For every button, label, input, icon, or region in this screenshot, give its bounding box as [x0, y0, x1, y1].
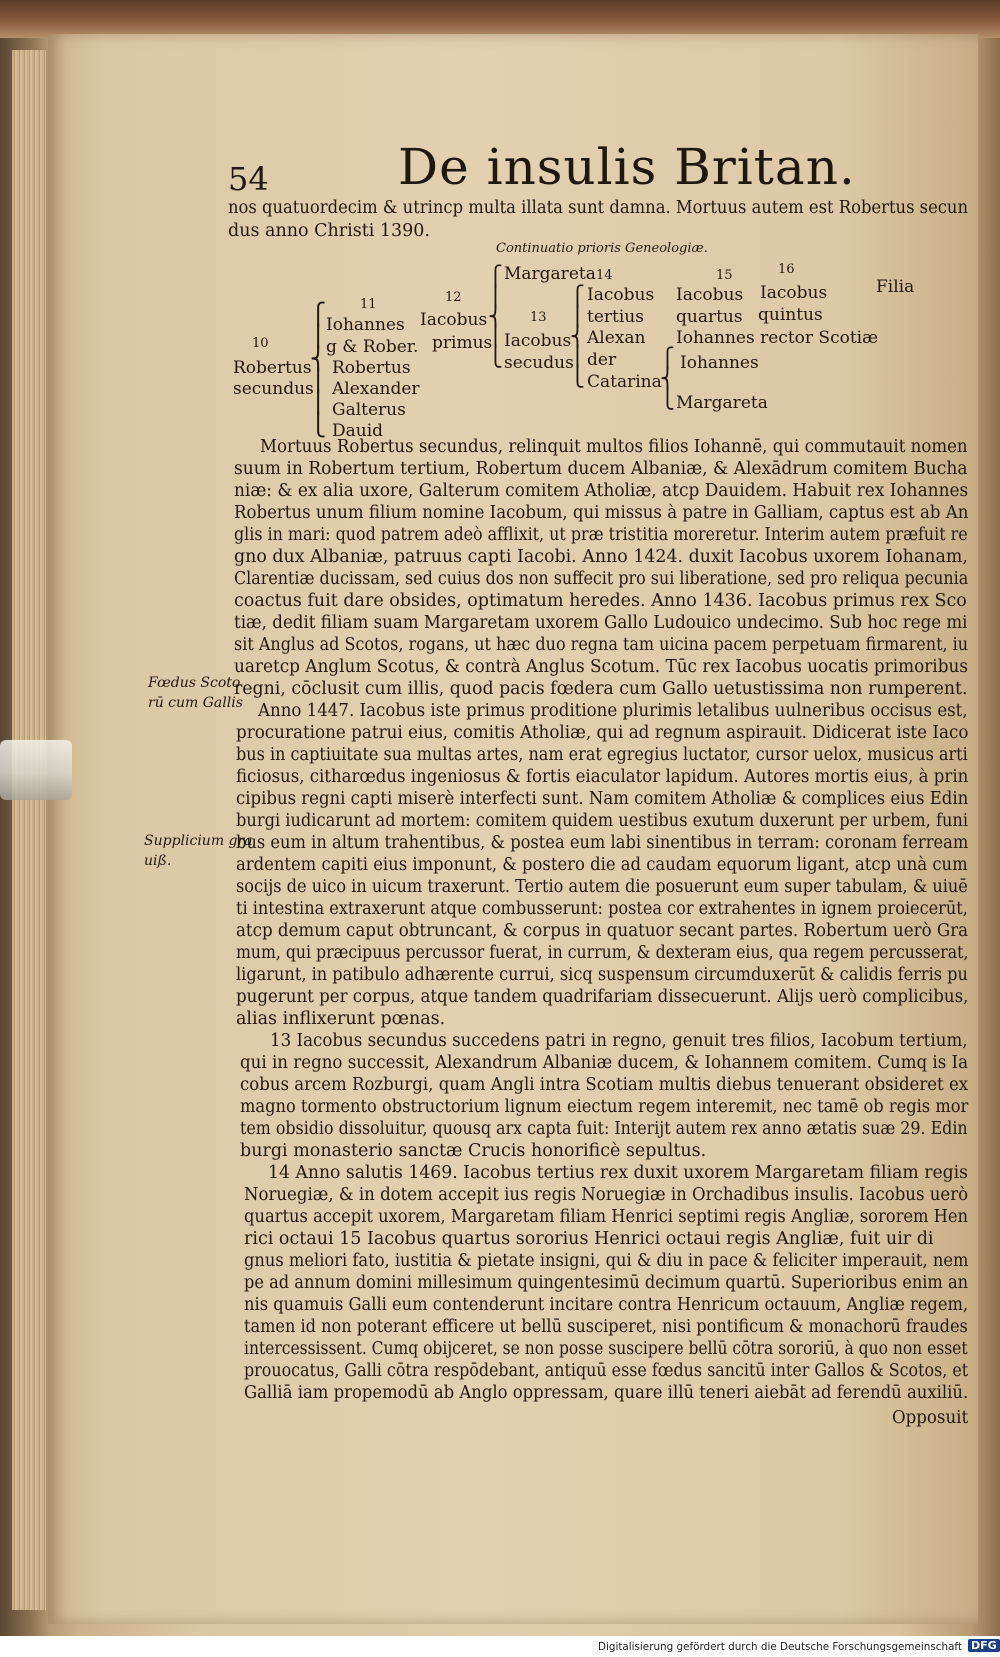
body-line: sit Anglus ad Scotos, rogans, ut hæc duo regna tam uicina pacem perpetuam firmarent, iu: [234, 635, 969, 655]
gen-name: Iohannes: [326, 315, 405, 335]
body-line: nis quamuis Galli eum contenderunt incitare contra Henricum octauum, Angliæ regem,: [244, 1295, 969, 1315]
gen-number: 16: [778, 262, 795, 277]
gen-name: Filia: [876, 277, 915, 297]
body-line: regni, cōclusit cum illis, quod pacis fœdera cum Gallo uetustissima non rumperent.: [234, 679, 968, 699]
gen-name: Iohannes: [680, 353, 759, 373]
genealogy-caption: Continuatio prioris Geneologiæ.: [496, 241, 708, 256]
body-line: uaretcp Anglum Scotus, & contrà Anglus Scotum. Tūc rex Iacobus uocatis primoribus: [234, 657, 968, 677]
gen-name: primus: [432, 333, 493, 353]
gen-name: Iacobus: [676, 285, 744, 305]
gen-number: 15: [716, 268, 733, 283]
gen-name: Margareta: [504, 264, 596, 284]
book-clip: [0, 740, 72, 800]
gen-name: quartus: [676, 307, 743, 327]
body-line: burgi iudicarunt ad mortem: comitem quidem uestibus exutum duxerunt per urbem, funi: [236, 811, 969, 831]
intro-line: dus anno Christi 1390.: [228, 221, 430, 241]
body-line: prouocatus, Galli cōtra respōdebant, antiquū esse fœdus sancitū inter Gallos & Scotos, et: [244, 1361, 969, 1381]
gen-name: secudus: [504, 353, 574, 373]
body-line: rici octaui 15 Iacobus quartus sororius Henrici octaui regis Angliæ, fuit uir di: [244, 1229, 934, 1249]
body-line: 13 Iacobus secundus succedens patri in regno, genuit tres filios, Iacobum tertium,: [270, 1031, 968, 1051]
body-line: quartus accepit uxorem, Margaretam filiam Henrici septimi regis Angliæ, sororem Hen: [244, 1207, 969, 1227]
gen-name: Dauid: [332, 421, 384, 441]
gen-number: 14: [596, 268, 613, 283]
margin-note: uiß.: [144, 853, 172, 869]
body-line: alias inflixerunt pœnas.: [236, 1009, 446, 1029]
running-head: De insulis Britan.: [398, 138, 856, 196]
body-line: burgi monasterio sanctæ Crucis honorificè sepultus.: [240, 1141, 707, 1161]
body-line: socijs de uico in uicum traxerunt. Tertio autem die posuerunt eum super tabulam, & uiuē: [236, 877, 968, 897]
body-line: Clarentiæ ducissam, sed cuius dos non suffecit pro sui liberatione, sed pro reliqua pecunia: [234, 569, 969, 589]
gen-name: Galterus: [332, 400, 406, 420]
catchword: Opposuit: [892, 1408, 969, 1428]
gen-number: 10: [252, 336, 269, 351]
gen-name: Iacobus: [420, 310, 488, 330]
gen-name: quintus: [758, 305, 823, 325]
body-line: Noruegiæ, & in dotem accepit ius regis Noruegiæ in Orchadibus insulis. Iacobus uerò: [244, 1185, 969, 1205]
gen-name: g & Rober.: [326, 337, 419, 357]
gen-brace: ⎧ ⎪ ⎨ ⎪ ⎩: [488, 264, 503, 368]
body-line: Galliā iam propemodū ab Anglo oppressam, quare illū teneri aiebāt ad ferendū auxiliū.: [244, 1383, 969, 1403]
body-line: pugerunt per corpus, atque tandem quadrifariam dissecuerunt. Alijs uerò complicibus,: [236, 987, 969, 1007]
body-line: ficiosus, citharœdus ingeniosus & fortis eiaculator lapidum. Autores mortis eius, à prin: [236, 767, 969, 787]
body-line: tiæ, dedit filiam suam Margaretam uxorem Gallo Ludouico undecimo. Sub hoc rege mi: [234, 613, 968, 633]
gen-number: 12: [445, 290, 462, 305]
margin-note: rū cum Gallis: [148, 695, 243, 711]
body-line: ti intestina extraxerunt atque combusserunt: postea cor extrahentes in ignem proiecerūt,: [236, 899, 968, 919]
page-stack-edge: [12, 50, 46, 1610]
body-line: ardentem capiti eius imponunt, & postero die ad caudam equorum ligant, atcp unà cum: [236, 855, 968, 875]
body-line: bus eum in altum trahentibus, & postea eum labi sinentibus in terram: coronam ferream: [236, 833, 969, 853]
body-line: gnus meliori fato, iustitia & pietate insigni, qui & diu in pace & feliciter imperauit, nem: [244, 1251, 969, 1271]
body-line: coactus fuit dare obsides, optimatum heredes. Anno 1436. Iacobus primus rex Sco: [234, 591, 967, 611]
body-line: tem obsidio dissoluitur, quousq arx capta fuit: Interijt autem rex anno ætatis suæ 29. Edin: [240, 1119, 968, 1139]
book-top-edge: [0, 0, 1000, 38]
gen-name: der: [587, 350, 617, 370]
margin-note: Supplicium gra: [144, 833, 253, 849]
body-line: cipibus regni capti miserè interfecti sunt. Nam comitem Atholiæ & complices eius Edin: [236, 789, 969, 809]
gen-name: Alexander: [332, 379, 420, 399]
intro-line: nos quatuordecim & utrincp multa illata sunt damna. Mortuus autem est Robertus secun: [228, 198, 969, 218]
gen-name: secundus: [233, 379, 314, 399]
body-line: glis in mari: quod patrem adeò afflixit, ut præ tristitia moreretur. Interim autem præfuit re: [234, 525, 968, 545]
body-line: atcp demum caput obtruncant, & corpus in quatuor secant partes. Robertum uerò Gra: [236, 921, 969, 941]
gen-brace: ⎧ ⎪ ⎨ ⎪ ⎩: [570, 284, 585, 388]
gen-name: Margareta: [676, 393, 768, 413]
gen-name: Iacobus: [504, 331, 572, 351]
body-line: Anno 1447. Iacobus iste primus proditione plurimis letalibus uulneribus occisus est,: [258, 701, 968, 721]
body-line: niæ: & ex alia uxore, Galterum comitem Atholiæ, atcp Dauidem. Habuit rex Iohannes: [234, 481, 969, 501]
gen-name: Iacobus: [587, 285, 655, 305]
gen-brace: ⎧ ⎪ ⎨ ⎪ ⎪ ⎩: [310, 303, 327, 438]
page-number: 54: [228, 160, 269, 198]
body-line: ligarunt, in patibulo adhærente currui, sicq suspensum circumduxerūt & calidis ferris pu: [236, 965, 968, 985]
body-line: pe ad annum domini millesimum quingentesimū decimum quartū. Superioribus enim an: [244, 1273, 969, 1293]
body-line: Mortuus Robertus secundus, relinquit multos filios Iohannē, qui commutauit nomen: [260, 437, 968, 457]
body-line: mum, qui præcipuus percussor fuerat, in currum, & dexteram eius, qua regem percusserat,: [236, 943, 969, 963]
body-line: 14 Anno salutis 1469. Iacobus tertius rex duxit uxorem Margaretam filiam regis: [268, 1163, 969, 1183]
gen-name: Alexan: [587, 328, 646, 348]
margin-note: Fœdus Scoto: [148, 675, 241, 691]
body-line: procuratione patrui eius, comitis Atholiæ, qui ad regnum aspirauit. Didicerat iste Iaco: [236, 723, 969, 743]
body-line: intercessissent. Cumq obijceret, se non posse suscipere bellū cōtra sororiū, à quo non esset: [244, 1339, 968, 1359]
gen-name: Robertus: [332, 358, 411, 378]
body-line: tamen id non poterant efficere ut bellū susciperet, nisi pontificum & monachorū fraudes: [244, 1317, 968, 1337]
body-line: cobus arcem Rozburgi, quam Angli intra Scotiam multis diebus tenuerant obsideret ex: [240, 1075, 969, 1095]
body-line: gno dux Albaniæ, patruus capti Iacobi. Anno 1424. duxit Iacobus uxorem Iohanam,: [234, 547, 968, 567]
gen-name: Catarina: [587, 372, 662, 392]
gen-brace: ⎧ ⎨ ⎩: [660, 346, 675, 410]
gen-name: Robertus: [233, 358, 312, 378]
gen-number: 13: [530, 310, 547, 325]
body-line: magno tormento obstructorium lignum eiectum regem interemit, nec tamē ob regis mor: [240, 1097, 969, 1117]
gen-name: Iacobus: [760, 283, 828, 303]
body-line: qui in regno successit, Alexandrum Albaniæ ducem, & Iohannem comitem. Cumq is Ia: [240, 1053, 969, 1073]
gen-name: tertius: [587, 307, 644, 327]
body-line: suum in Robertum tertium, Robertum ducem Albaniæ, & Alexādrum comitem Bucha: [234, 459, 968, 479]
body-line: Robertus unum filium nomine Iacobum, qui missus à patre in Galliam, captus est ab An: [234, 503, 969, 523]
body-line: bus in captiuitate sua multas artes, nam erat egregius luctator, cursor uelox, musicus arti: [236, 745, 968, 765]
footer-credit: Digitalisierung gefördert durch die Deutsche Forschungsgemeinschaft: [598, 1640, 962, 1653]
dfg-logo: DFG: [968, 1639, 1000, 1652]
gen-number: 11: [360, 297, 377, 312]
gen-name: Iohannes rector Scotiæ: [676, 328, 879, 348]
